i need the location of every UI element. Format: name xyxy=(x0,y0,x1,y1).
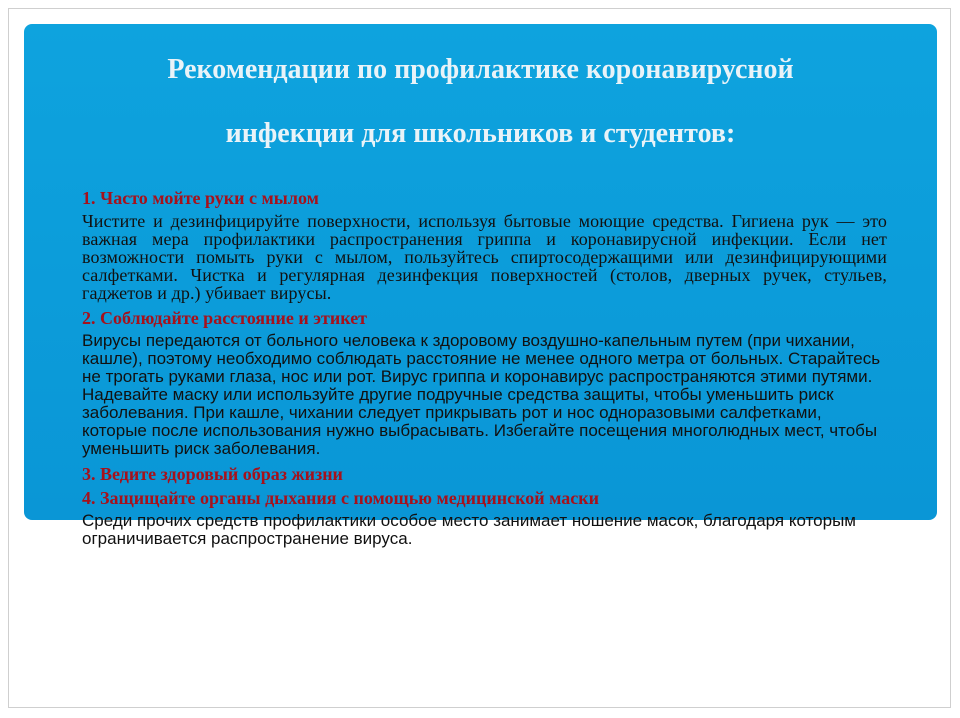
slide-content xyxy=(82,186,887,552)
section-4-heading: 4. Защищайте органы дыхания с помощью медицинской маски xyxy=(82,488,599,508)
slide-title xyxy=(24,38,937,166)
title-line-1: Рекомендации по профилактике коронавирусной xyxy=(167,54,794,85)
section-4-text: Среди прочих средств профилактики особое место занимает ношение масок, благодаря которым ограничивается распространение вируса. xyxy=(82,511,856,548)
section-2-text: Вирусы передаются от больного человека к здоровому воздушно-капельным путем (при чихании, кашле), поэтому необходимо соблюдать расстояние не менее одного метра от больных. Старайтесь не трогать руками глаза, нос или рот. Вирус гриппа и коронавирус распространяются этими путями. Надевайте маску или используйте другие подручные средства защиты, чтобы уменьшить риск заболевания. При кашле, чихании следует прикрывать рот и нос одноразовыми салфетками, которые после использования нужно выбрасывать. Избегайте посещения многолюдных мест, чтобы уменьшить риск заболевания. xyxy=(82,331,881,458)
title-line-2: инфекции для школьников и студентов: xyxy=(225,118,736,149)
section-1-heading: 1. Часто мойте руки с мылом xyxy=(82,188,319,208)
section-1-text: Чистите и дезинфицируйте поверхности, используя бытовые моющие средства. Гигиена рук — это важная мера профилактики распространения гриппа и коронавирусной инфекции. Если нет возможности помыть руки с мылом, пользуйтесь спиртосодержащими или дезинфицирующими салфетками. Чистка и регулярная дезинфекция поверхностей (столов, дверных ручек, стульев, гаджетов и др.) убивает вирусы. xyxy=(82,211,887,303)
section-2-heading: 2. Соблюдайте расстояние и этикет xyxy=(82,308,368,328)
section-3-heading: 3. Ведите здоровый образ жизни xyxy=(82,464,343,484)
